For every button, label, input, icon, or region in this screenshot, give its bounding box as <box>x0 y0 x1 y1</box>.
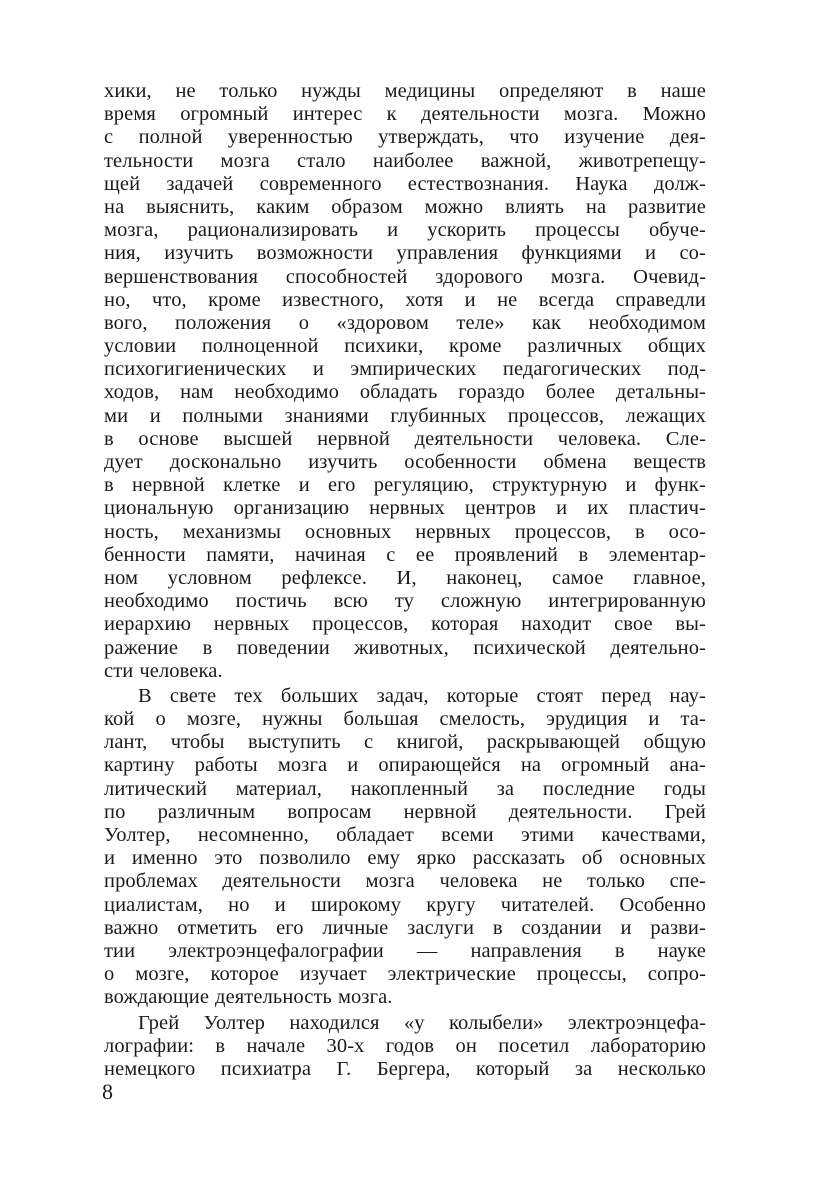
text-line: циональную организацию нервных центров и их пластич- <box>104 497 706 520</box>
text-line: ном условном рефлексе. И, наконец, самое главное, <box>104 566 706 589</box>
text-line: картину работы мозга и опирающейся на огромный ана- <box>104 754 706 777</box>
text-line: необходимо постичь всю ту сложную интегрированную <box>104 590 706 613</box>
text-line: мозга, рационализировать и ускорить процессы обуче- <box>104 219 706 242</box>
text-line: о мозге, которое изучает электрические процессы, сопро- <box>104 963 706 986</box>
text-line: важно отметить его личные заслуги в создании и разви- <box>104 916 706 939</box>
text-line: дует досконально изучить особенности обмена веществ <box>104 451 706 473</box>
text-line: циалистам, но и широкому кругу читателей. Особенно <box>104 893 706 916</box>
text-line: вершенствования способностей здорового мозга. Очевид- <box>104 265 706 288</box>
text-line: с полной уверенностью утверждать, что изучение дея- <box>104 126 706 149</box>
body-text <box>104 80 706 1081</box>
paragraph <box>104 1012 706 1082</box>
text-line: В свете тех больших задач, которые стоят перед нау- <box>138 684 706 707</box>
text-line: в основе высшей нервной деятельности человека. Сле- <box>104 427 706 450</box>
page-number: 8 <box>102 1079 113 1104</box>
text-line: условии полноценной психики, кроме различных общих <box>104 335 706 358</box>
text-line: литический материал, накопленный за последние годы <box>104 777 706 800</box>
text-line: тельности мозга стало наиболее важной, животрепещу- <box>104 149 706 172</box>
text-line: проблемах деятельности мозга человека не только спе- <box>104 870 706 893</box>
text-line: щей задачей современного естествознания. Наука долж- <box>104 172 706 195</box>
paragraph <box>104 80 706 683</box>
text-line: вого, положения о «здоровом теле» как необходимом <box>104 311 706 334</box>
text-line: вождающие деятельность мозга. <box>104 986 393 1009</box>
text-line: на выяснить, каким образом можно влиять на развитие <box>104 195 706 218</box>
text-line: и именно это позволило ему ярко рассказать об основных <box>104 847 706 870</box>
text-line: сти человека. <box>104 659 223 682</box>
text-line: немецкого психиатра Г. Бергера, который за несколько <box>104 1057 706 1080</box>
text-line: Уолтер, несомненно, обладает всеми этими качествами, <box>104 824 706 846</box>
text-line: лографии: в начале 30-х годов он посетил лабораторию <box>104 1034 706 1057</box>
text-line: Грей Уолтер находился «у колыбели» электроэнцефа- <box>138 1011 706 1034</box>
text-line: ния, изучить возможности управления функциями и со- <box>104 242 706 265</box>
text-line: кой о мозге, нужны большая смелость, эрудиция и та- <box>104 708 706 731</box>
text-line: психогигиенических и эмпирических педагогических под- <box>104 358 706 381</box>
text-line: хики, не только нужды медицины определяют в наше <box>104 80 706 102</box>
text-line: время огромный интерес к деятельности мозга. Можно <box>104 103 706 126</box>
text-line: в нервной клетке и его регуляцию, структурную и функ- <box>104 474 706 497</box>
paragraph <box>104 685 706 1010</box>
text-line: ражение в поведении животных, психической деятельно- <box>104 636 706 659</box>
text-line: тии электроэнцефалографии — направления в науке <box>104 939 706 962</box>
text-line: по различным вопросам нервной деятельности. Грей <box>104 800 706 823</box>
text-line: ходов, нам необходимо обладать гораздо более детальны- <box>104 381 706 404</box>
text-line: но, что, кроме известного, хотя и не всегда справедли <box>104 288 706 311</box>
text-line: ность, механизмы основных нервных процессов, в осо- <box>104 520 706 543</box>
text-line: лант, чтобы выступить с книгой, раскрывающей общую <box>104 731 706 754</box>
text-line: иерархию нервных процессов, которая находит свое вы- <box>104 613 706 636</box>
text-line: ми и полными знаниями глубинных процессов, лежащих <box>104 404 706 427</box>
text-line: бенности памяти, начиная с ее проявлений в элементар- <box>104 543 706 566</box>
